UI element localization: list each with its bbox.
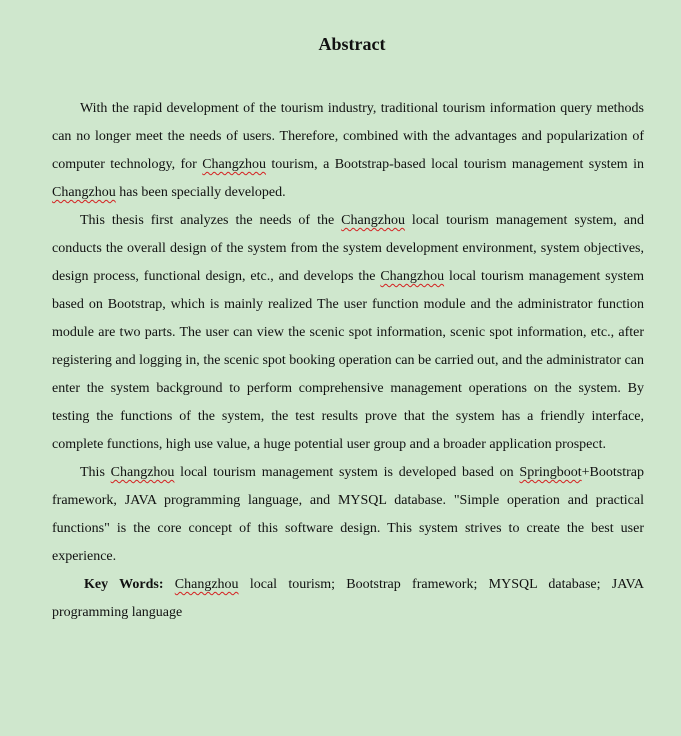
spellcheck-word: Changzhou <box>380 269 445 284</box>
paragraph-technology <box>52 459 644 571</box>
paragraph-intro <box>52 95 644 207</box>
text-segment: This thesis first analyzes the needs of the <box>80 213 342 228</box>
spellcheck-word: Springboot <box>519 465 582 480</box>
text-segment: With the rapid development of the tourism industry, traditional tourism information query methods can no longer meet the needs of users. Therefore, combined with the advantages and popularization of computer technology, for <box>52 101 644 172</box>
keywords-line <box>52 571 644 627</box>
spellcheck-word: Changzhou <box>341 213 405 228</box>
keywords-label: Key Words: <box>84 577 164 592</box>
text-segment: tourism, a Bootstrap-based local tourism management system in <box>265 157 644 172</box>
spellcheck-word: Changzhou <box>202 157 266 172</box>
text-segment: +Bootstrap framework, JAVA programming language, and MYSQL database. "Simple operation and practical functions" is the core concept of this software design. This system strives to create the best user experience. <box>52 465 644 564</box>
text-segment: local tourism management system based on Bootstrap, which is mainly realized The user function module and the administrator function module are two parts. The user can view the scenic spot information, scenic spot information, etc., after registering and logging in, the scenic spot booking operation can be carried out, and the administrator can enter the system background to perform comprehensive management operations on the system. By testing the functions of the system, the test results prove that the system has a friendly interface, complete functions, high use value, a huge potential user group and a broader application prospect. <box>52 269 645 452</box>
spellcheck-word: Changzhou <box>110 465 175 480</box>
text-segment: local tourism management system is developed based on <box>174 465 520 480</box>
paragraph-design <box>52 207 644 459</box>
keywords-text: local tourism; Bootstrap framework; MYSQL database; JAVA programming language <box>52 577 644 620</box>
spellcheck-word: Changzhou <box>52 185 116 200</box>
text-segment: local tourism management system, and conducts the overall design of the system from the system development environment, system objectives, design process, functional design, etc., and develops the <box>52 213 644 284</box>
spellcheck-word: Changzhou <box>174 577 239 592</box>
abstract-title: Abstract <box>318 34 386 54</box>
text-segment: has been specially developed. <box>115 185 286 200</box>
text-segment: This <box>80 465 111 480</box>
